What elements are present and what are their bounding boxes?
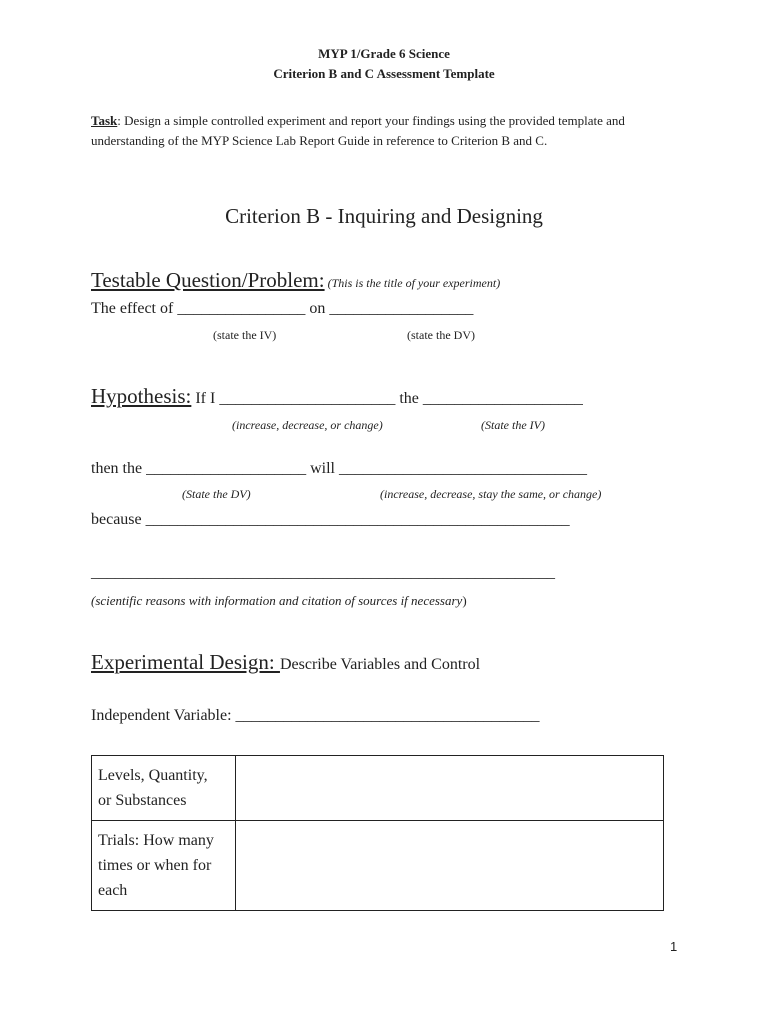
table-row-label-line: Trials: How many [98,832,214,849]
hypothesis-line-2: then the ____________________ will _______________________________ [91,460,587,477]
independent-variable-line: Independent Variable: ______________________________________ [91,707,540,724]
table-row [92,821,664,911]
testable-question-note: (This is the title of your experiment) [324,276,501,290]
hypothesis-heading: Hypothesis: [91,384,192,408]
table-row-label-line: or Substances [98,792,187,809]
testable-question-heading-line [91,268,500,293]
table-row-value-cell[interactable] [236,756,664,821]
page-number: 1 [670,939,678,954]
testable-question-heading: Testable Question/Problem: [91,268,325,292]
testable-effect-line: The effect of ________________ on __________________ [91,300,474,317]
hypothesis-hint-iv: (State the IV) [481,418,545,432]
hypothesis-hint-result: (increase, decrease, stay the same, or change) [380,487,602,501]
document-subtitle: Criterion B and C Assessment Template [273,66,495,81]
table-row [92,756,664,821]
document-title: MYP 1/Grade 6 Science [318,46,450,61]
criterion-b-title: Criterion B - Inquiring and Designing [225,204,543,228]
hypothesis-hint-change: (increase, decrease, or change) [232,418,383,432]
hypothesis-reasons-note-close: ) [462,593,467,608]
task-colon: : [117,113,121,128]
hypothesis-reasons-note-text: (scientific reasons with information and citation of sources if necessary [91,593,463,608]
hypothesis-line-1: If I ______________________ the ____________________ [191,390,583,407]
table-row-label [92,821,236,911]
experimental-design-subtitle: Describe Variables and Control [279,656,481,673]
task-line-2: understanding of the MYP Science Lab Report Guide in reference to Criterion B and C. [91,133,548,148]
hypothesis-heading-line [91,384,583,409]
table-row-label-line: Levels, Quantity, [98,767,208,784]
hypothesis-blank-line: __________________________________________________________ [91,564,555,581]
iv-hint: (state the IV) [213,328,277,342]
experimental-design-heading: Experimental Design: [91,650,280,674]
hypothesis-hint-dv: (State the DV) [182,487,251,501]
hypothesis-reasons-note [91,593,467,609]
table-row-label-line: each [98,882,128,899]
experimental-design-heading-line [91,650,480,675]
independent-variable-table [91,755,664,911]
task-line-1 [91,111,625,131]
dv-hint: (state the DV) [407,328,475,342]
table-row-label [92,756,236,821]
task-label: Task [91,113,118,128]
table-row-label-line: times or when for [98,857,212,874]
hypothesis-because-line: because _____________________________________________________ [91,511,570,528]
table-row-value-cell[interactable] [236,821,664,911]
task-text-1: Design a simple controlled experiment and report your findings using the provided template and [120,113,625,128]
